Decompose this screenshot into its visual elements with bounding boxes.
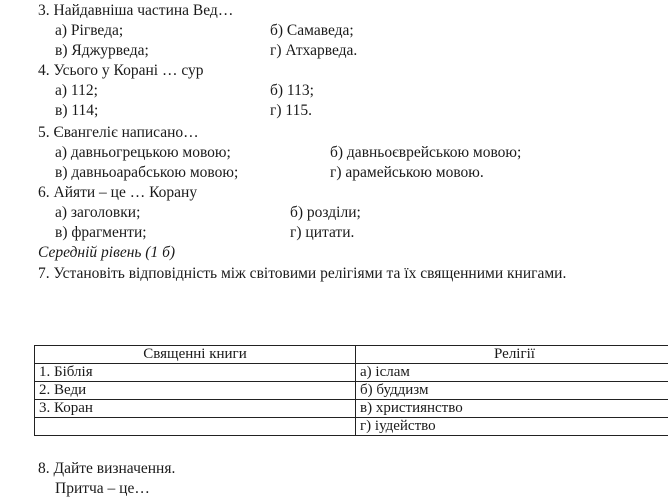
section-heading: Середній рівень (1 б) bbox=[38, 244, 176, 261]
q3-option-c: в) Яджурведа; bbox=[55, 42, 149, 59]
book-cell: 3. Коран bbox=[35, 400, 356, 418]
q3-option-a: а) Рігведа; bbox=[55, 22, 124, 39]
q4-option-b: б) 113; bbox=[270, 82, 314, 99]
q5-option-d: г) арамейською мовою. bbox=[330, 164, 484, 181]
question-6: 6. Айяти – це … Корану bbox=[38, 184, 198, 201]
q6-option-c: в) фрагменти; bbox=[55, 224, 147, 241]
q3-option-b: б) Самаведа; bbox=[270, 22, 354, 39]
q6-option-d: г) цитати. bbox=[290, 224, 355, 241]
matching-table bbox=[34, 345, 668, 436]
column-header-religions: Релігії bbox=[356, 346, 668, 364]
table-row bbox=[35, 364, 668, 382]
question-7: 7. Установіть відповідність між світовими релігіями та їх священними книгами. bbox=[38, 265, 567, 282]
question-8: 8. Дайте визначення. bbox=[38, 460, 176, 477]
q5-option-b: б) давньоєврейською мовою; bbox=[330, 144, 522, 161]
q5-option-c: в) давньоарабською мовою; bbox=[55, 164, 239, 181]
religion-cell: г) іудейство bbox=[356, 418, 668, 436]
question-5: 5. Євангеліє написано… bbox=[38, 124, 199, 141]
book-cell: 2. Веди bbox=[35, 382, 356, 400]
table-row bbox=[35, 400, 668, 418]
question-3: 3. Найдавніша частина Вед… bbox=[38, 2, 234, 19]
religion-cell: в) християнство bbox=[356, 400, 668, 418]
religion-cell: б) буддизм bbox=[356, 382, 668, 400]
q4-option-a: а) 112; bbox=[55, 82, 98, 99]
book-cell: 1. Біблія bbox=[35, 364, 356, 382]
q6-option-b: б) розділи; bbox=[290, 204, 361, 221]
q3-option-d: г) Атхарведа. bbox=[270, 42, 358, 59]
q5-option-a: а) давньогрецькою мовою; bbox=[55, 144, 231, 161]
question-4: 4. Усього у Корані … сур bbox=[38, 62, 204, 79]
q4-option-c: в) 114; bbox=[55, 102, 99, 119]
table-header-row bbox=[35, 346, 668, 364]
religion-cell: а) іслам bbox=[356, 364, 668, 382]
q4-option-d: г) 115. bbox=[270, 102, 312, 119]
table-row bbox=[35, 418, 668, 436]
table-row bbox=[35, 382, 668, 400]
q8-definition-prompt: Притча – це… bbox=[55, 480, 150, 497]
q6-option-a: а) заголовки; bbox=[55, 204, 141, 221]
book-cell bbox=[35, 418, 356, 436]
column-header-books: Священні книги bbox=[35, 346, 356, 364]
